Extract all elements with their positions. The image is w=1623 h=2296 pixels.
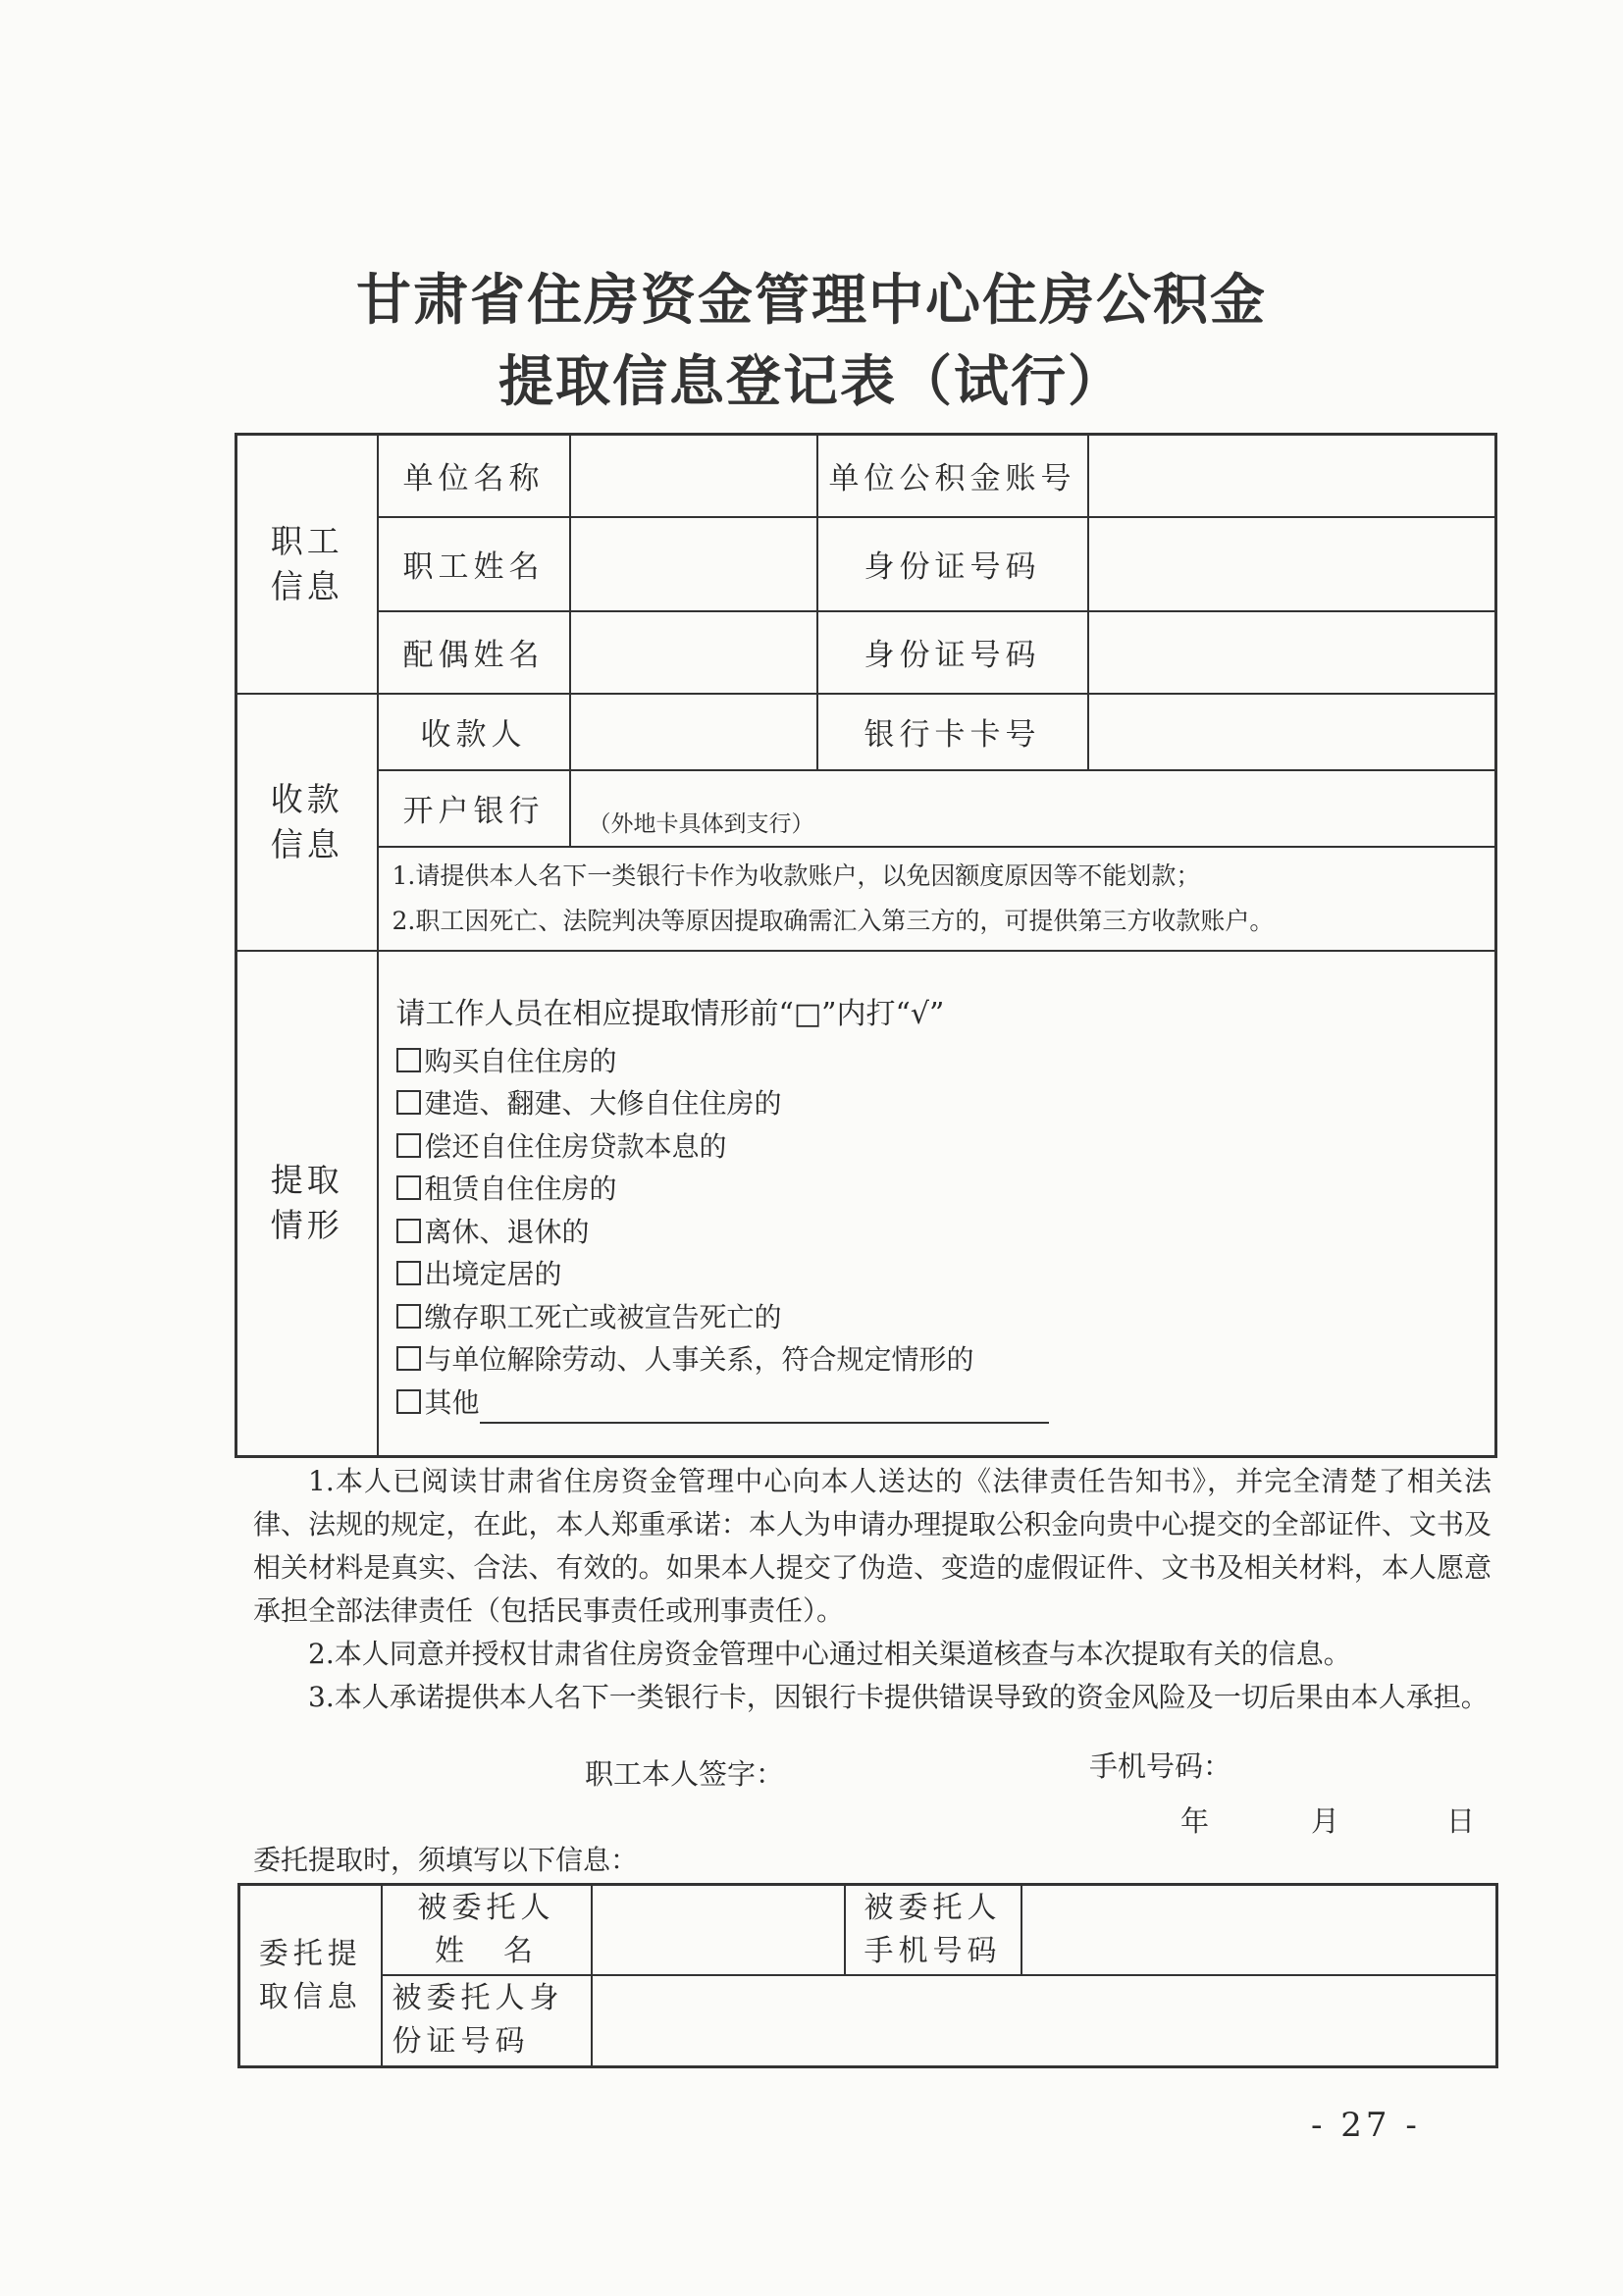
payee-note-2: 2.职工因死亡、法院判决等原因提取确需汇入第三方的，可提供第三方收款账户。 — [392, 906, 1275, 935]
registration-table — [235, 433, 1497, 1458]
card-number-label: 银行卡卡号 — [817, 694, 1088, 770]
spouse-id-label: 身份证号码 — [817, 611, 1088, 694]
spouse-name-label: 配偶姓名 — [378, 611, 570, 694]
checkbox[interactable] — [396, 1175, 421, 1200]
employee-name-label: 职工姓名 — [378, 517, 570, 611]
checkbox[interactable] — [396, 1261, 421, 1285]
withdrawal-option-list — [396, 1040, 1478, 1425]
employee-id-label: 身份证号码 — [817, 517, 1088, 611]
withdrawal-instruction: 请工作人员在相应提取情形前“□”内打“√” — [395, 996, 945, 1031]
declaration-item-3: 3.本人承诺提供本人名下一类银行卡，因银行卡提供错误导致的资金风险及一切后果由本人承担。 — [308, 1681, 1489, 1713]
withdrawal-option-label: 出境定居的 — [424, 1258, 562, 1290]
phone-label: 手机号码： — [1089, 1749, 1232, 1783]
proxy-section-label: 委托提 取信息 — [239, 1885, 382, 2067]
withdrawal-option — [396, 1253, 1478, 1296]
spouse-name-field[interactable] — [570, 611, 817, 694]
bank-hint: （外地卡具体到支行） — [588, 810, 814, 837]
bank-field[interactable] — [570, 770, 1496, 847]
proxy-intro: 委托提取时，须填写以下信息： — [253, 1844, 639, 1876]
date-day-label: 日 — [1446, 1804, 1476, 1838]
unit-account-label: 单位公积金账号 — [817, 435, 1088, 517]
withdrawal-option — [396, 1338, 1478, 1382]
withdrawal-option — [396, 1040, 1478, 1083]
unit-name-field[interactable] — [570, 435, 817, 517]
withdrawal-option-label: 其他 — [424, 1385, 480, 1419]
unit-name-label: 单位名称 — [378, 435, 570, 517]
card-number-field[interactable] — [1088, 694, 1496, 770]
agent-phone-label: 被委托人 手机号码 — [845, 1885, 1021, 1975]
withdrawal-option — [396, 1211, 1478, 1254]
agent-id-label: 被委托人身 份证号码 — [382, 1975, 592, 2067]
page-number: - 27 - — [1311, 2106, 1421, 2145]
withdrawal-option — [396, 1082, 1478, 1125]
agent-name-field[interactable] — [592, 1885, 845, 1975]
form-title-line2: 提取信息登记表（试行） — [498, 350, 1125, 414]
withdrawal-option — [396, 1168, 1478, 1211]
payee-note-1: 1.请提供本人名下一类银行卡作为收款账户，以免因额度原因等不能划款； — [392, 861, 1201, 890]
declaration-item-1: 1.本人已阅读甘肃省住房资金管理中心向本人送达的《法律责任告知书》，并完全清楚了相关法律、法规的规定，在此，本人郑重承诺：本人为申请办理提取公积金向贵中心提交的全部证件、文书及相关材料是真实、合法、有效的。如果本人提交了伪造、变造的虚假证件、文书及相关材料，本人愿意承担全部法律责任（包括民事责任或刑事责任）。 — [253, 1465, 1492, 1627]
employee-info-section-label: 职工 信息 — [236, 435, 378, 694]
spouse-id-field[interactable] — [1088, 611, 1496, 694]
unit-account-field[interactable] — [1088, 435, 1496, 517]
withdrawal-option-label: 缴存职工死亡或被宣告死亡的 — [424, 1300, 782, 1333]
employee-id-field[interactable] — [1088, 517, 1496, 611]
checkbox[interactable] — [396, 1304, 421, 1329]
checkbox[interactable] — [396, 1346, 421, 1371]
declaration-item-2: 2.本人同意并授权甘肃省住房资金管理中心通过相关渠道核查与本次提取有关的信息。 — [308, 1638, 1351, 1670]
withdrawal-option — [396, 1382, 1478, 1425]
agent-phone-field[interactable] — [1021, 1885, 1497, 1975]
withdrawal-option-label: 建造、翻建、大修自住住房的 — [424, 1087, 782, 1120]
payee-field[interactable] — [570, 694, 817, 770]
checkbox[interactable] — [396, 1133, 421, 1158]
checkbox[interactable] — [396, 1389, 421, 1414]
employee-name-field[interactable] — [570, 517, 817, 611]
withdrawal-option-label: 租赁自住住房的 — [424, 1173, 617, 1205]
withdrawal-option — [396, 1125, 1478, 1169]
withdrawal-option — [396, 1296, 1478, 1339]
payee-notes — [378, 847, 1496, 951]
signature-label: 职工本人签字： — [585, 1757, 785, 1791]
proxy-table — [237, 1883, 1498, 2068]
payee-label: 收款人 — [378, 694, 570, 770]
declaration — [253, 1460, 1492, 1719]
other-reason-line[interactable] — [480, 1394, 1049, 1424]
checkbox[interactable] — [396, 1219, 421, 1243]
checkbox[interactable] — [396, 1048, 421, 1072]
agent-name-label: 被委托人 姓 名 — [382, 1885, 592, 1975]
withdrawal-section-label: 提取 情形 — [236, 951, 378, 1457]
bank-label: 开户银行 — [378, 770, 570, 847]
agent-id-field[interactable] — [592, 1975, 1497, 2067]
withdrawal-conditions — [378, 951, 1496, 1457]
payee-info-section-label: 收款 信息 — [236, 694, 378, 951]
withdrawal-option-label: 偿还自住住房贷款本息的 — [424, 1129, 727, 1163]
withdrawal-option-label: 与单位解除劳动、人事关系，符合规定情形的 — [424, 1343, 974, 1376]
date-month-label: 月 — [1311, 1804, 1340, 1838]
form-title-line1: 甘肃省住房资金管理中心住房公积金 — [356, 269, 1267, 333]
withdrawal-option-label: 购买自住住房的 — [424, 1044, 617, 1077]
withdrawal-option-label: 离休、退休的 — [424, 1215, 590, 1248]
checkbox[interactable] — [396, 1090, 421, 1115]
date-year-label: 年 — [1180, 1804, 1210, 1838]
